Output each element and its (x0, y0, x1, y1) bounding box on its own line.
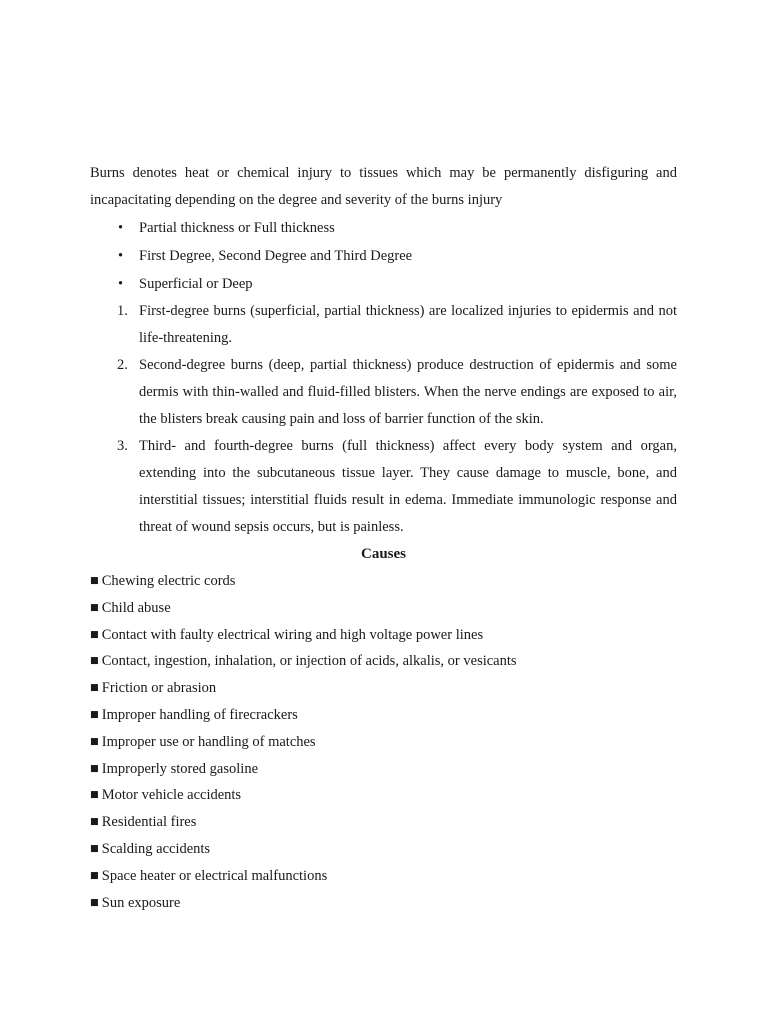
cause-item (90, 890, 677, 917)
bullet-item (90, 271, 677, 298)
intro-paragraph: Burns denotes heat or chemical injury to tissues which may be permanently disfiguring and incapacitating depending on the degree and severity of the burns injury (90, 165, 677, 208)
cause-text: Friction or abrasion (101, 680, 217, 697)
square-bullet-icon: ■ (90, 680, 99, 697)
cause-text: Motor vehicle accidents (101, 787, 242, 804)
cause-item (90, 836, 677, 863)
square-bullet-icon: ■ (90, 787, 99, 804)
square-bullet-icon: ■ (90, 733, 99, 750)
cause-text: Space heater or electrical malfunctions (101, 867, 328, 884)
cause-text: Contact with faulty electrical wiring and high voltage power lines (101, 626, 484, 643)
cause-item (90, 756, 677, 783)
square-bullet-icon: ■ (90, 867, 99, 884)
bullet-item (90, 215, 677, 242)
cause-text: Chewing electric cords (101, 573, 236, 589)
bullet-item (90, 243, 677, 270)
numbered-item (90, 352, 677, 433)
cause-text: Child abuse (101, 599, 171, 616)
item-text: First-degree burns (superficial, partial thickness) are localized injuries to epidermis and not life-threatening. (139, 303, 677, 346)
cause-text: Scalding accidents (101, 840, 211, 857)
classification-bullet-list (90, 215, 677, 298)
cause-item (90, 595, 677, 622)
cause-item (90, 863, 677, 890)
bullet-icon: • (118, 220, 124, 236)
cause-item (90, 782, 677, 809)
cause-item (90, 648, 677, 675)
cause-item (90, 809, 677, 836)
numbered-item (90, 298, 677, 352)
cause-item (90, 622, 677, 649)
document-page (90, 160, 677, 916)
cause-text: Residential fires (101, 814, 197, 831)
bullet-icon: • (118, 248, 124, 264)
cause-item (90, 675, 677, 702)
causes-heading: Causes (360, 546, 406, 562)
bullet-icon: • (118, 276, 124, 292)
cause-text: Improper handling of firecrackers (101, 706, 298, 723)
item-text: Third- and fourth-degree burns (full thickness) affect every body system and organ, extending into the subcutaneous tissue layer. They cause damage to muscle, bone, and interstitial tissues; interstitial fluids result in edema. Immediate immunologic response and threat of wound sepsis occurs, but is painless. (139, 438, 677, 535)
square-bullet-icon: ■ (90, 894, 99, 911)
item-number: 2. (117, 357, 128, 373)
cause-item (90, 702, 677, 729)
item-text: Second-degree burns (deep, partial thickness) produce destruction of epidermis and some dermis with thin-walled and fluid-filled blisters. When the nerve endings are exposed to air, the blisters break causing pain and loss of barrier function of the skin. (139, 357, 677, 427)
burn-degree-list (90, 298, 677, 541)
square-bullet-icon: ■ (90, 760, 99, 777)
square-bullet-icon: ■ (90, 706, 99, 723)
cause-item (90, 568, 677, 595)
cause-text: Sun exposure (101, 894, 181, 911)
cause-text: Improperly stored gasoline (101, 760, 259, 777)
square-bullet-icon: ■ (90, 814, 99, 831)
square-bullet-icon: ■ (90, 599, 99, 616)
cause-text: Contact, ingestion, inhalation, or injection of acids, alkalis, or vesicants (101, 653, 517, 670)
square-bullet-icon: ■ (90, 840, 99, 857)
cause-text: Improper use or handling of matches (101, 733, 316, 750)
bullet-text: Superficial or Deep (139, 276, 253, 292)
square-bullet-icon: ■ (90, 626, 99, 643)
numbered-item (90, 433, 677, 541)
item-number: 3. (117, 438, 128, 454)
item-number: 1. (117, 303, 128, 319)
cause-item (90, 729, 677, 756)
causes-list (90, 568, 677, 916)
bullet-text: Partial thickness or Full thickness (139, 220, 335, 236)
bullet-text: First Degree, Second Degree and Third Degree (139, 248, 413, 264)
square-bullet-icon: ■ (90, 653, 99, 670)
square-bullet-icon: ■ (90, 573, 99, 589)
